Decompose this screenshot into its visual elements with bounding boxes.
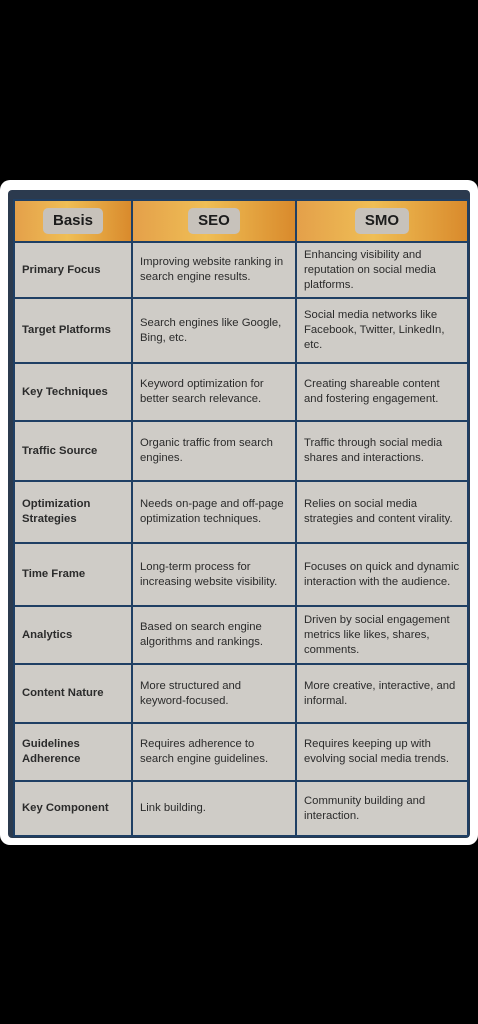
table-row [14,664,468,723]
table-row [14,298,468,363]
row-seo-cell: Keyword optimization for better search relevance. [132,363,296,421]
row-smo-cell: Creating shareable content and fostering engagement. [296,363,468,421]
row-smo-cell: Social media networks like Facebook, Twitter, LinkedIn, etc. [296,298,468,363]
row-basis-cell: Key Component [14,781,132,836]
row-seo-cell: Based on search engine algorithms and rankings. [132,606,296,664]
row-smo-cell: Requires keeping up with evolving social media trends. [296,723,468,781]
row-smo-cell: Enhancing visibility and reputation on social media platforms. [296,242,468,298]
row-basis-cell: Primary Focus [14,242,132,298]
row-basis-cell: Key Techniques [14,363,132,421]
table-row [14,781,468,836]
header-basis-label: Basis [43,208,103,234]
row-smo-cell: Relies on social media strategies and content virality. [296,481,468,543]
table-row [14,606,468,664]
row-smo-cell: Traffic through social media shares and interactions. [296,421,468,481]
row-smo-cell: Focuses on quick and dynamic interaction with the audience. [296,543,468,606]
row-seo-cell: Link building. [132,781,296,836]
row-seo-cell: Organic traffic from search engines. [132,421,296,481]
row-basis-cell: Content Nature [14,664,132,723]
row-seo-cell: Long-term process for increasing website visibility. [132,543,296,606]
table-row [14,421,468,481]
row-basis-cell: Analytics [14,606,132,664]
row-basis-cell: Guidelines Adherence [14,723,132,781]
row-seo-cell: Search engines like Google, Bing, etc. [132,298,296,363]
table-header-row [14,200,468,242]
row-seo-cell: Needs on-page and off-page optimization techniques. [132,481,296,543]
header-seo [132,200,296,242]
table-row [14,242,468,298]
row-basis-cell: Target Platforms [14,298,132,363]
row-basis-cell: Traffic Source [14,421,132,481]
header-smo [296,200,468,242]
comparison-table [13,199,469,837]
row-smo-cell: More creative, interactive, and informal. [296,664,468,723]
header-seo-label: SEO [188,208,240,234]
row-smo-cell: Community building and interaction. [296,781,468,836]
table-row [14,723,468,781]
table-row [14,363,468,421]
table-row [14,481,468,543]
row-basis-cell: Optimization Strategies [14,481,132,543]
table-row [14,543,468,606]
row-basis-cell: Time Frame [14,543,132,606]
header-smo-label: SMO [355,208,409,234]
row-seo-cell: Requires adherence to search engine guidelines. [132,723,296,781]
row-smo-cell: Driven by social engagement metrics like likes, shares, comments. [296,606,468,664]
row-seo-cell: More structured and keyword-focused. [132,664,296,723]
row-seo-cell: Improving website ranking in search engine results. [132,242,296,298]
header-basis [14,200,132,242]
